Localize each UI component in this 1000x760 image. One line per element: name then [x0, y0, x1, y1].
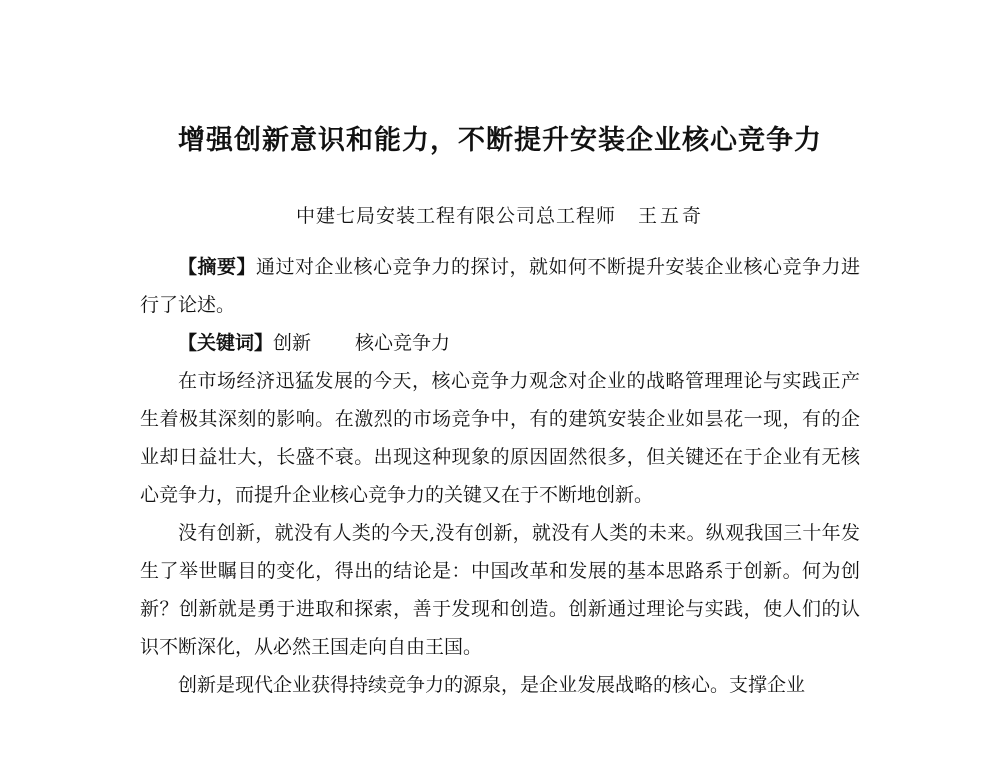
- abstract-text: 通过对企业核心竞争力的探讨，就如何不断提升安装企业核心竞争力进行了论述。: [140, 256, 860, 316]
- author-organization: 中建七局安装工程有限公司总工程师: [295, 205, 616, 227]
- author-name: 王五奇: [638, 205, 705, 227]
- keywords-paragraph: [140, 324, 860, 362]
- keywords-label: 【关键词】: [178, 332, 274, 354]
- keyword-item: 核心竞争力: [355, 332, 451, 354]
- body-paragraph: 在市场经济迅猛发展的今天，核心竞争力观念对企业的战略管理理论与实践正产生着极其深刻的影响。在激烈的市场竞争中，有的建筑安装企业如昙花一现，有的企业却日益壮大，长盛不衰。出现这种现象的原因固然很多，但关键还在于企业有无核心竞争力，而提升企业核心竞争力的关键又在于不断地创新。: [140, 370, 860, 506]
- author-byline: [0, 201, 1000, 228]
- abstract-label: 【摘要】: [178, 256, 256, 278]
- page-title: 增强创新意识和能力，不断提升安装企业核心竞争力: [178, 125, 822, 156]
- keyword-item: 创新: [273, 332, 312, 354]
- article-body: [140, 248, 860, 704]
- body-paragraph: 没有创新，就没有人类的今天,没有创新，就没有人类的未来。纵观我国三十年发生了举世瞩目的变化，得出的结论是：中国改革和发展的基本思路系于创新。何为创新？创新就是勇于进取和探索，善于发现和创造。创新通过理论与实践，使人们的认识不断深化，从必然王国走向自由王国。: [140, 522, 860, 658]
- body-paragraph: 创新是现代企业获得持续竞争力的源泉，是企业发展战略的核心。支撑企业: [178, 674, 806, 696]
- abstract-paragraph: [140, 248, 860, 324]
